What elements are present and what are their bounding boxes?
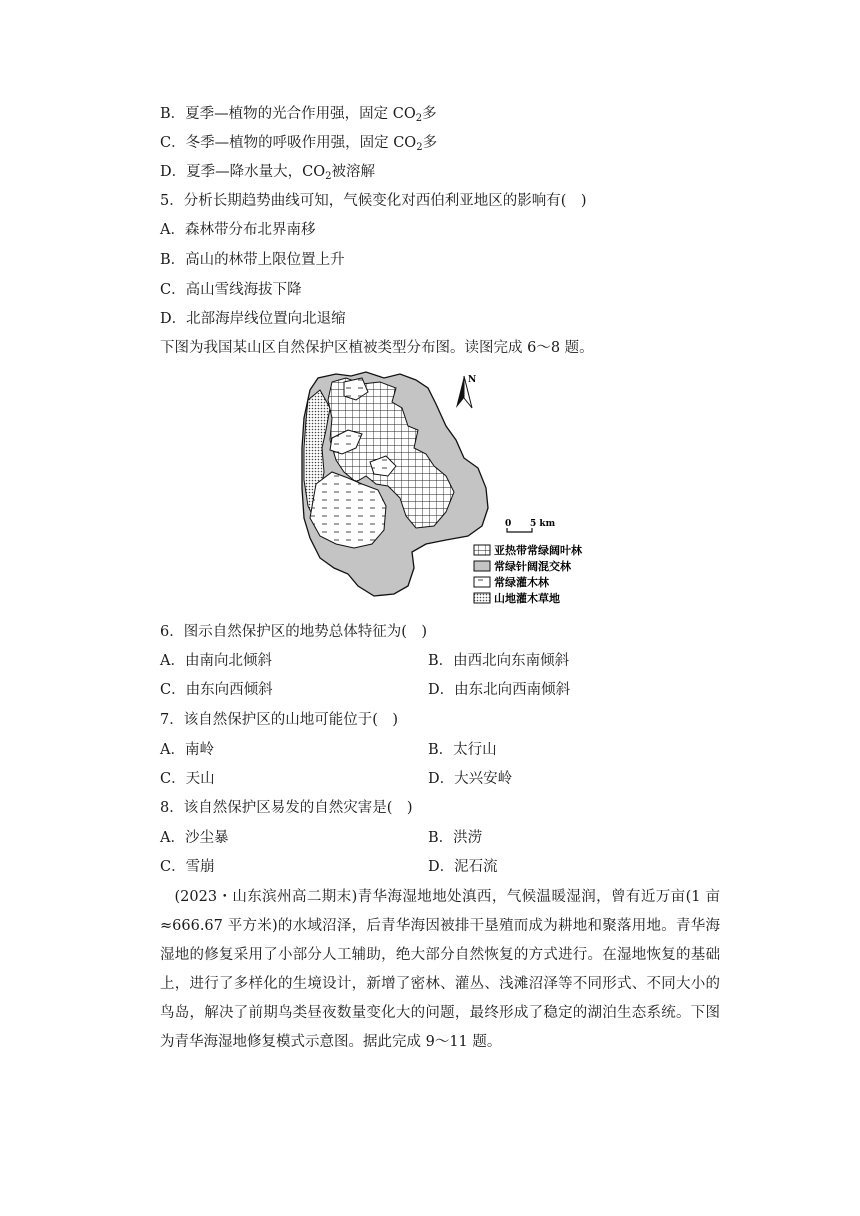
q7-option-b: B．太行山 — [428, 742, 497, 758]
q6-option-b: B．由西北向东南倾斜 — [428, 653, 570, 669]
q8-option-a: A．沙尘暴 — [160, 830, 229, 846]
q5-option-c: C．高山雪线海拔下降 — [160, 282, 302, 298]
q6-option-c: C．由东向西倾斜 — [160, 682, 273, 698]
passage-9-11: (2023・山东滨州高二期末)青华海湿地地处滇西，气候温暖湿润，曾有近万亩(1 亩≈666.67 平方米)的水域沼泽，后青华海因被排干垦殖而成为耕地和聚落用地。青华海湿地的修复采用了小部分人工辅助，绝大部分自然恢复的方式进行。在湿地恢复的基础上，进行了多样化的生境设计，新增了密林、灌丛、浅滩沼泽等不同形式、不同大小的鸟岛，解决了前期鸟类昼夜数量变化大的问题，最终形成了稳定的湖泊生态系统。下图为青华海湿地修复模式示意图。据此完成 9～11 题。 — [160, 889, 720, 1050]
q4-option-d: D．夏季—降水量大，$CO_2$被溶解 — [160, 164, 375, 182]
q5-stem: 5．分析长期趋势曲线可知，气候变化对西伯利亚地区的影响有( ) — [160, 193, 587, 209]
q6-stem: 6．图示自然保护区的地势总体特征为( ) — [160, 624, 428, 640]
q7-option-c: C．天山 — [160, 771, 215, 787]
q4-option-b: B．夏季—植物的光合作用强，固定 $CO_2$多 — [160, 106, 437, 124]
vegetation-map — [296, 368, 584, 610]
legend-shrub-meadow: 山地灌木草地 — [494, 592, 560, 605]
q6-option-a: A．由南向北倾斜 — [160, 653, 272, 669]
q8-option-d: D．泥石流 — [428, 859, 498, 875]
q8-stem: 8．该自然保护区易发的自然灾害是( ) — [160, 800, 413, 816]
legend — [474, 543, 583, 605]
q7-stem: 7．该自然保护区的山地可能位于( ) — [160, 712, 399, 728]
north-label: N — [468, 375, 477, 385]
q8-option-c: C．雪崩 — [160, 859, 215, 875]
scale-zero: 0 — [505, 519, 512, 529]
q5-option-b: B．高山的林带上限位置上升 — [160, 252, 345, 268]
q6-option-d: D．由东北向西南倾斜 — [428, 682, 571, 698]
q7-option-a: A．南岭 — [160, 742, 214, 758]
q5-option-d: D．北部海岸线位置向北退缩 — [160, 311, 346, 327]
q8-option-b: B．洪涝 — [428, 830, 483, 846]
legend-shrub-forest: 常绿灌木林 — [494, 576, 549, 589]
q5-option-a: A．森林带分布北界南移 — [160, 222, 316, 238]
q4-option-c: C．冬季—植物的呼吸作用强，固定 $CO_2$多 — [160, 135, 438, 153]
q7-option-d: D．大兴安岭 — [428, 771, 513, 787]
intro-6-8: 下图为我国某山区自然保护区植被类型分布图。读图完成 6～8 题。 — [160, 340, 594, 356]
legend-mixed: 常绿针阔混交林 — [494, 560, 571, 573]
legend-broadleaf: 亚热带常绿阔叶林 — [494, 544, 582, 557]
scale-label: 5 km — [530, 519, 556, 529]
scale-bar — [505, 519, 556, 532]
